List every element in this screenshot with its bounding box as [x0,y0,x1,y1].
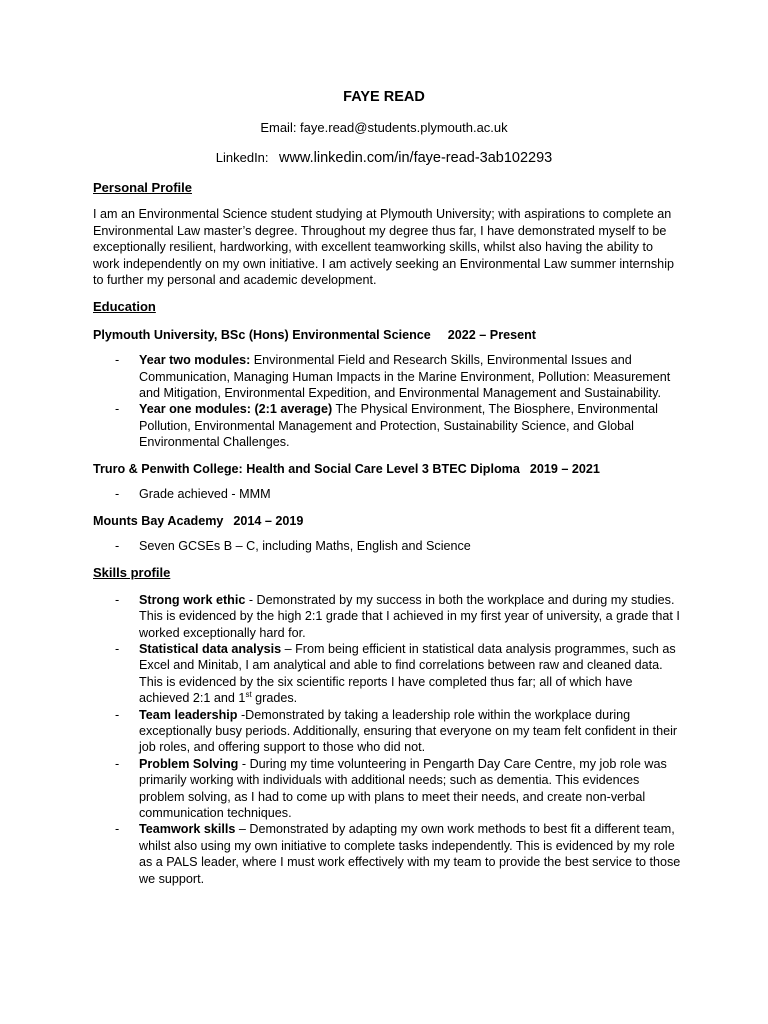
email-line: Email: faye.read@students.plymouth.ac.uk [260,120,508,135]
dash-bullet: - [115,822,120,837]
dash-bullet: - [115,353,120,368]
college-dates: 2019 – 2021 [529,461,600,476]
linkedin-label: LinkedIn: [215,150,269,165]
university-modules-list [93,352,683,450]
skill-item: - Statistical data analysis – From being efficient in statistical data analysis programmes, such as Excel and Minitab, I am analytical and able to find correlations between raw and cleaned data. This is evidenced by the six scientific reports I have completed thus far; all of which have achieved 2:1 and 1st grades. [115,641,676,706]
module-text: Environmental Field and Research Skills, Environmental Issues and Communication, Managing Human Impacts in the Marine Environment, Pollution: Measurement and Mitigation, Environmental Expedition, and Environmental Management and Sustainability. [139,353,671,401]
linkedin-url[interactable]: www.linkedin.com/in/faye-read-3ab102293 [278,150,553,166]
personal-profile-text: I am an Environmental Science student studying at Plymouth University; with aspirations to complete an Environmental Law master’s degree. Throughout my degree thus far, I have demonstrated myself to be exceptionally resilient, hardworking, with excellent teamworking skills, whilst also having the ability to work independently on my own initiative. I am actively seeking an Environmental Law summer internship to further my personal and academic development. [93,207,674,288]
list-item [93,352,683,401]
skill-item: - Problem Solving - During my time volunteering in Pengarth Day Care Centre, my job role was primarily working with individuals with additional needs; such as dementia. This evidences problem solving, as I had to come up with plans to meet their needs, and create non-verbal communication techniques. [115,756,667,820]
dash-bullet: - [115,707,120,722]
list-item: - Seven GCSEs B – C, including Maths, English and Science [115,538,471,553]
cv-content [93,180,683,887]
dash-bullet: - [115,538,120,553]
school-entry [93,513,683,529]
skills-list [93,592,683,887]
module-text: The Physical Environment, The Biosphere, Environmental Pollution, Environmental Management and Protection, Sustainability Science, and Global Environmental Challenges. [139,402,658,450]
dash-bullet: - [115,592,120,607]
school-title: Mounts Bay Academy [93,513,224,528]
skill-item: - Teamwork skills – Demonstrated by adapting my own work methods to best fit a different team, whilst also using my own initiative to complete tasks independently. This is evidenced by my role as a PALS leader, where I must work effectively with my team to provide the best service to those we support. [115,822,681,886]
school-dates: 2014 – 2019 [233,513,304,528]
dash-bullet: - [115,756,120,771]
dash-bullet: - [115,402,120,417]
linkedin-line [0,149,768,167]
school-list [93,538,683,554]
dash-bullet: - [115,487,120,502]
module-label: Year two modules: [139,353,251,368]
candidate-name: FAYE READ [343,89,425,105]
skill-item: - Team leadership -Demonstrated by taking a leadership role within the workplace during exceptionally busy periods. Additionally, ensuring that everyone on my team felt confident in their job roles, and offering support to those who did not. [115,707,678,755]
college-list [93,486,683,502]
skill-item: - Strong work ethic - Demonstrated by my success in both the workplace and during my studies. This is evidenced by the high 2:1 grade that I achieved in my first year of university, a grade that I worked exceptionally hard for. [115,592,680,640]
dash-bullet: - [115,641,120,656]
module-label: Year one modules: (2:1 average) [139,402,333,417]
education-heading: Education [93,299,156,315]
list-item [93,401,683,450]
college-entry [93,461,683,477]
skills-heading: Skills profile [93,565,171,581]
university-dates: 2022 – Present [447,327,536,342]
personal-profile-heading: Personal Profile [93,180,192,195]
university-entry [93,327,683,343]
university-title: Plymouth University, BSc (Hons) Environmental Science [93,327,431,342]
list-item: - Grade achieved - MMM [115,487,271,502]
college-title: Truro & Penwith College: Health and Social Care Level 3 BTEC Diploma [93,461,520,476]
